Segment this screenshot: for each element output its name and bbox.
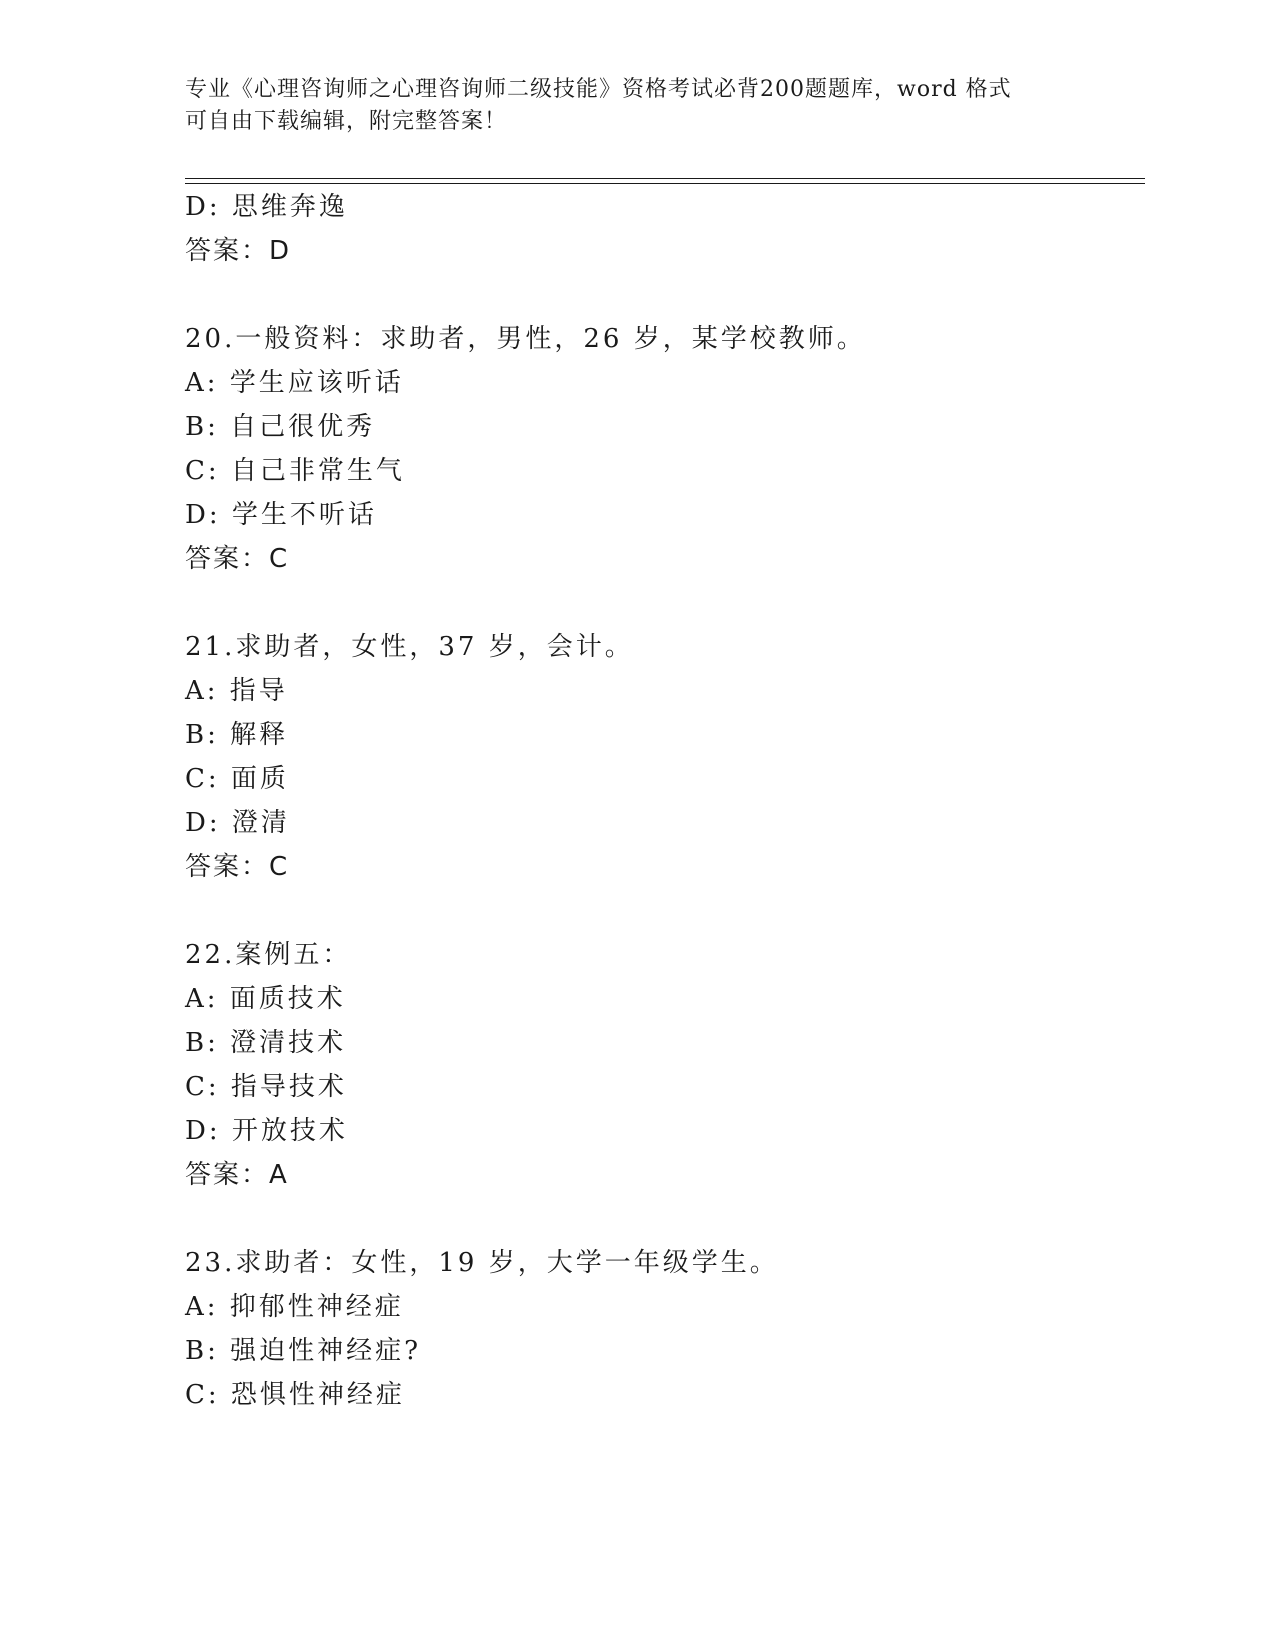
question-stem-20: 20.一般资料：求助者，男性，26 岁，某学校教师。: [185, 324, 866, 354]
option-b: B: 澄清技术: [185, 1028, 347, 1058]
option-d: D: 思维奔逸: [185, 192, 348, 222]
option-d: D: 开放技术: [185, 1116, 348, 1146]
option-a: A: 面质技术: [185, 984, 346, 1014]
header-divider-top: [185, 178, 1145, 179]
document-header: [185, 74, 1065, 138]
question-stem-23: 23.求助者：女性，19 岁，大学一年级学生。: [185, 1248, 779, 1278]
option-d: D: 澄清: [185, 808, 290, 838]
header-title-line-1: 专业《心理咨询师之心理咨询师二级技能》资格考试必背200题题库，word 格式: [185, 77, 1012, 102]
option-a: A: 指导: [185, 676, 288, 706]
option-c: C: 恐惧性神经症: [185, 1380, 405, 1410]
option-c: C: 面质: [185, 764, 289, 794]
header-title-line-2: 可自由下载编辑，附完整答案！: [185, 109, 508, 134]
header-divider-bottom: [185, 183, 1145, 184]
option-b: B: 解释: [185, 720, 289, 750]
answer-line: 答案：C: [185, 544, 290, 574]
answer-line: 答案：D: [185, 236, 292, 266]
option-c: C: 自己非常生气: [185, 456, 405, 486]
question-stem-22: 22.案例五：: [185, 940, 352, 970]
option-d: D: 学生不听话: [185, 500, 377, 530]
question-stem-21: 21.求助者，女性，37 岁，会计。: [185, 632, 634, 662]
option-b: B: 自己很优秀: [185, 412, 376, 442]
answer-line: 答案：C: [185, 852, 290, 882]
option-b: B: 强迫性神经症?: [185, 1336, 422, 1366]
option-a: A: 学生应该听话: [185, 368, 404, 398]
option-a: A: 抑郁性神经症: [185, 1292, 404, 1322]
option-c: C: 指导技术: [185, 1072, 347, 1102]
answer-line: 答案：A: [185, 1160, 289, 1190]
